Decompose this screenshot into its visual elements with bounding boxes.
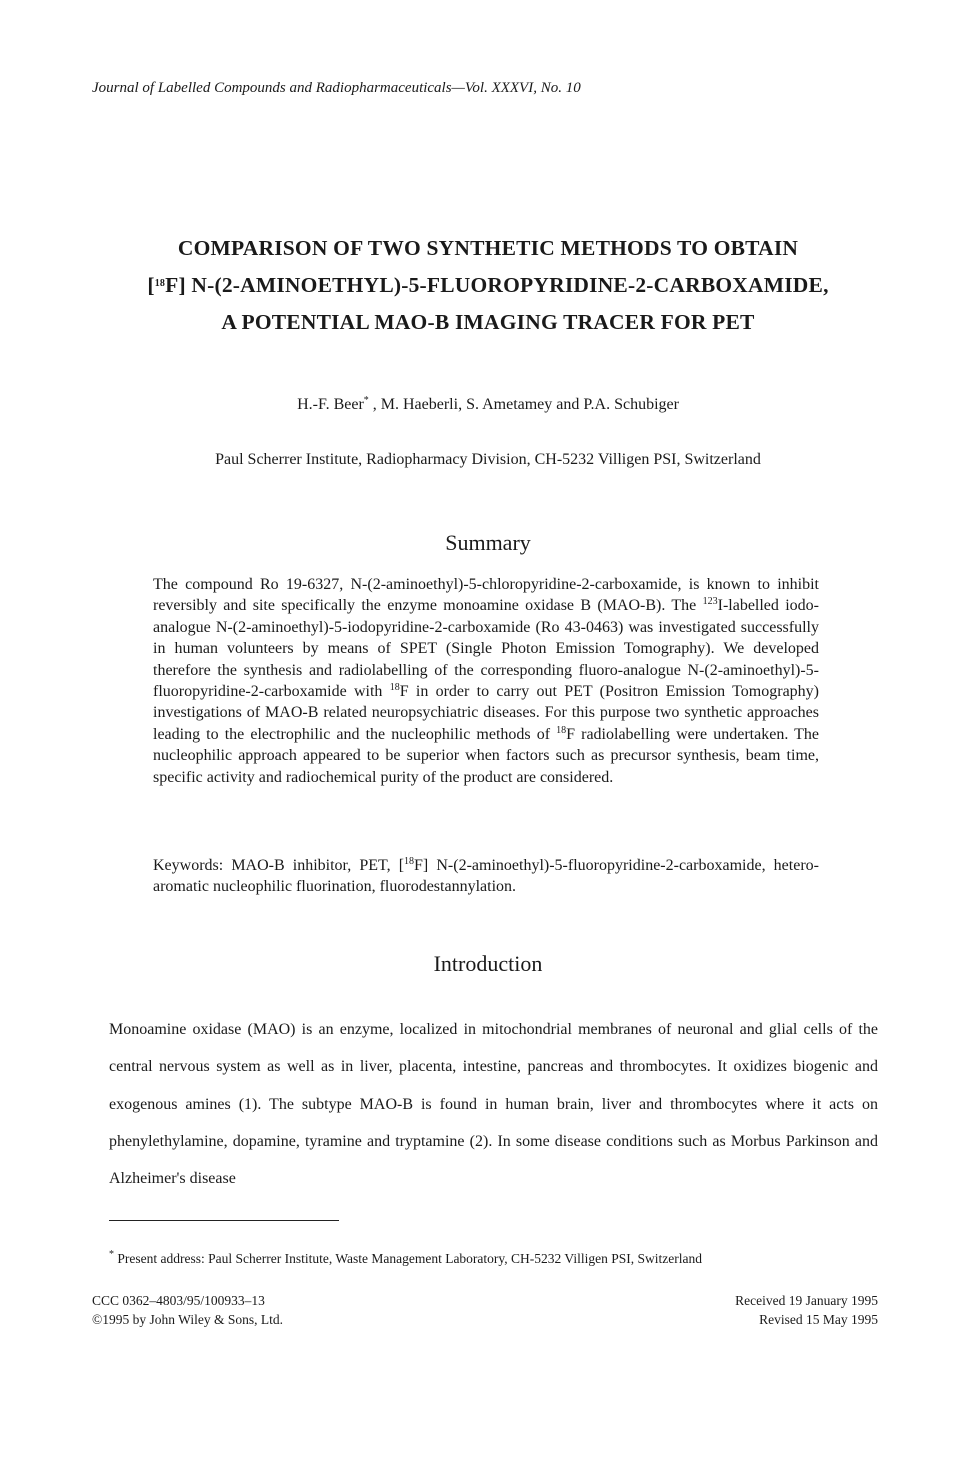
footnote <box>109 1251 702 1267</box>
keywords-text-1: Keywords: MAO-B inhibitor, PET, [ <box>153 857 405 874</box>
ccc-code: CCC 0362–4803/95/100933–13 <box>92 1293 265 1308</box>
summary-heading: Summary <box>445 530 531 555</box>
summary-text-1: The compound Ro 19-6327, N-(2-aminoethyl)-5-chloropyridine-2-carboxamide, is known to inhibit reversibly and site specifically the enzyme monoamine oxidase B (MAO-B). The <box>153 576 819 615</box>
footnote-divider <box>109 1220 339 1221</box>
title-line-2-text: F] N-(2-AMINOETHYL)-5-FLUOROPYRIDINE-2-CARBOXAMIDE, <box>165 273 829 297</box>
keywords-sup: 18 <box>404 856 415 867</box>
summary-text-4: F radiolabelling were undertaken. The nucleophilic approach appeared to be superior when factors such as precursor synthesis, beam time, specific activity and radiochemical purity of the product are considered. <box>153 725 820 786</box>
summary-sup-1: 123 <box>702 596 718 608</box>
introduction-heading: Introduction <box>433 951 543 976</box>
title-isotope-sup: 18 <box>154 278 166 289</box>
summary-sup-3: 18 <box>556 724 567 736</box>
title-bracket: [ <box>147 273 155 297</box>
authors <box>0 396 976 414</box>
summary-text-3: F in order to carry out PET (Positron Emission Tomography) investigations of MAO-B related neuropsychiatric diseases. For this purpose two synthetic approaches leading to the electrophilic and the nucleophilic methods of <box>153 683 819 743</box>
keywords-text-2: F] N-(2-aminoethyl)-5-fluoropyridine-2-carboxamide, hetero-aromatic nucleophilic fluorination, fluorodestannylation. <box>153 857 819 896</box>
footnote-text: Present address: Paul Scherrer Institute, Waste Management Laboratory, CH-5232 Villigen PSI, Switzerland <box>114 1251 702 1266</box>
summary-text-2: I-labelled iodo-analogue N-(2-aminoethyl)-5-iodopyridine-2-carboxamide (Ro 43-0463) was investigated successfully in human volunteers by means of SPET (Single Photon Emission Tomography). We developed therefore the synthesis and radiolabelling of the corresponding fluoro-analogue N-(2-aminoethyl)-5-fluoropyridine-2-carboxamide with <box>153 597 820 701</box>
introduction-paragraph: Monoamine oxidase (MAO) is an enzyme, localized in mitochondrial membranes of neuronal and glial cells of the central nervous system as well as in liver, placenta, intestine, pancreas and thrombocytes. It oxidizes biogenic and exogenous amines (1). The subtype MAO-B is found in human brain, liver and thrombocytes where it acts on phenylethylamine, dopamine, tyramine and tryptamine (2). In some disease conditions such as Morbus Parkinson and Alzheimer's disease <box>109 1021 878 1188</box>
revised-date: Revised 15 May 1995 <box>759 1312 878 1327</box>
received-date: Received 19 January 1995 <box>735 1293 878 1308</box>
keywords-paragraph <box>153 855 819 898</box>
title-line-3: A POTENTIAL MAO-B IMAGING TRACER FOR PET <box>221 310 755 334</box>
affiliation: Paul Scherrer Institute, Radiopharmacy Division, CH-5232 Villigen PSI, Switzerland <box>215 451 761 468</box>
title-line-2 <box>60 265 916 305</box>
author-first: H.-F. Beer <box>297 396 364 413</box>
author-footnote-mark: * <box>363 395 369 406</box>
copyright: ©1995 by John Wiley & Sons, Ltd. <box>92 1312 283 1327</box>
footnote-mark: * <box>109 1249 114 1260</box>
author-rest: , M. Haeberli, S. Ametamey and P.A. Schubiger <box>368 396 679 413</box>
journal-header: Journal of Labelled Compounds and Radiopharmaceuticals—Vol. XXXVI, No. 10 <box>92 80 581 96</box>
summary-paragraph <box>153 574 819 788</box>
summary-sup-2: 18 <box>389 682 400 694</box>
title-line-1: COMPARISON OF TWO SYNTHETIC METHODS TO OBTAIN <box>177 236 799 260</box>
